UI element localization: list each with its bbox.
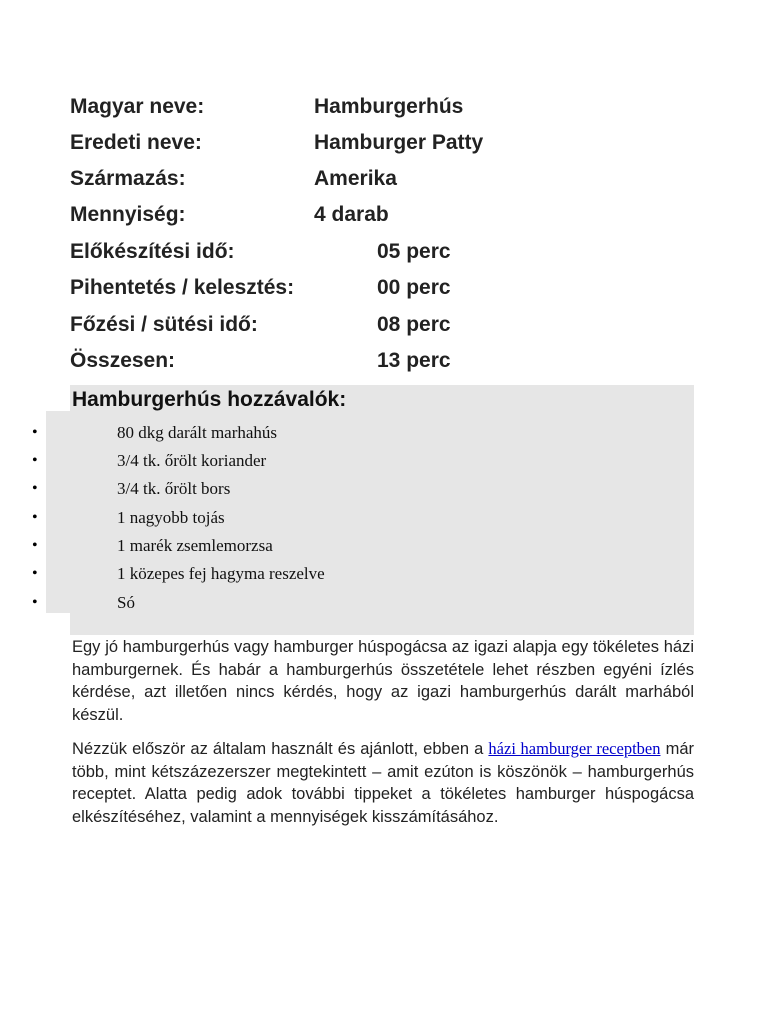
info-value: 08 perc [377,313,451,336]
paragraph-text: Nézzük először az általam használt és ajánlott, ebben a [72,740,489,758]
info-label: Magyar neve: [70,95,205,118]
ingredient-item [0,475,700,503]
ingredient-text: 3/4 tk. őrölt koriander [117,451,267,470]
ingredient-text: Só [117,593,135,612]
ingredient-item [0,532,700,560]
info-label: Összesen: [70,349,176,372]
ingredient-text: 1 marék zsemlemorzsa [117,536,273,555]
info-label: Pihentetés / kelesztés: [70,276,295,299]
ingredient-item [0,589,700,617]
intro-paragraph-2 [72,738,694,829]
ingredient-item [0,560,700,588]
info-value: 4 darab [314,203,389,226]
info-value: Amerika [314,167,397,190]
ingredient-text: 80 dkg darált marhahús [117,423,278,442]
homemade-hamburger-recipe-link[interactable]: házi hamburger receptben [488,739,661,758]
ingredient-text: 3/4 tk. őrölt bors [117,479,231,498]
bullet-icon: • [32,537,38,554]
info-value: 05 perc [377,240,451,263]
info-value: 00 perc [377,276,451,299]
info-label: Eredeti neve: [70,131,202,154]
info-label: Származás: [70,167,186,190]
bullet-icon: • [32,565,38,582]
ingredient-text: 1 közepes fej hagyma reszelve [117,564,325,583]
info-value: 13 perc [377,349,451,372]
ingredient-item [0,447,700,475]
bullet-icon: • [32,480,38,497]
ingredients-heading: Hamburgerhús hozzávalók: [72,388,347,411]
bullet-icon: • [32,424,38,441]
bullet-icon: • [32,594,38,611]
ingredient-item [0,419,700,447]
info-value: Hamburger Patty [314,131,484,154]
paragraph-text: már több, mint kétszázezerszer megtekintett – amit ezúton is köszönök – hamburgerhús receptet. Alatta pedig adok további tippeket a tökéletes hamburger húspogácsa elkészítéséhez, valamint a mennyiségek kisszámításához. [72,740,694,827]
info-label: Előkészítési idő: [70,240,235,263]
info-value: Hamburgerhús [314,95,464,118]
bullet-icon: • [32,452,38,469]
bullet-icon: • [32,509,38,526]
info-label: Főzési / sütési idő: [70,313,258,336]
ingredient-text: 1 nagyobb tojás [117,508,225,527]
intro-paragraph: Egy jó hamburgerhús vagy hamburger húspogácsa az igazi alapja egy tökéletes házi hamburgernek. És habár a hamburgerhús összetétele lehet részben egyéni ízlés kérdése, azt illetően nincs kérdés, hogy az igazi hamburgerhús darált marhából készül. [72,638,694,725]
info-label: Mennyiség: [70,203,186,226]
ingredient-item [0,504,700,532]
